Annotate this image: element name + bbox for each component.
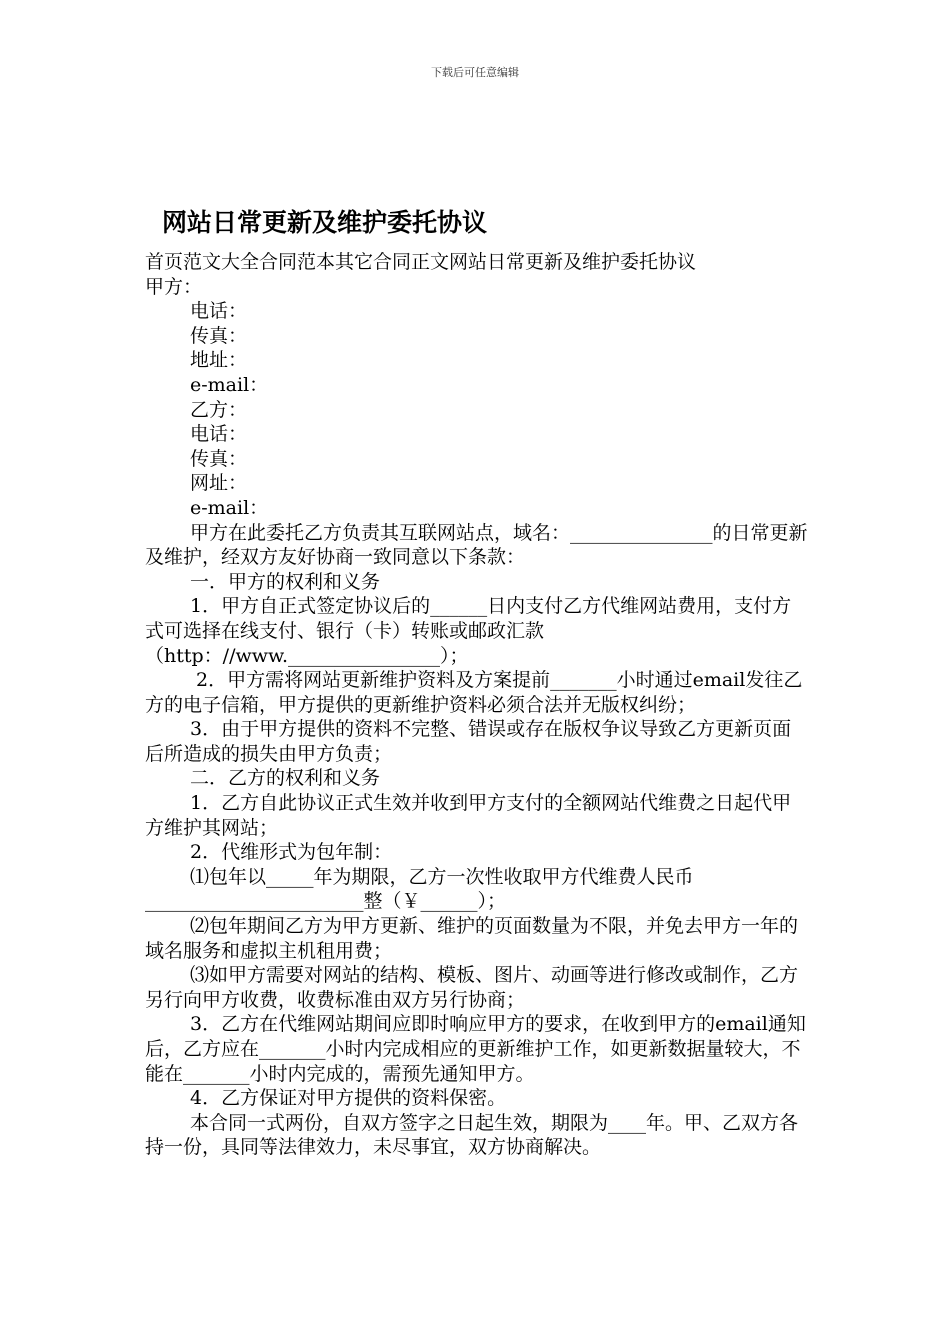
document-paragraph: 甲方：	[145, 275, 203, 298]
document-paragraph: 本合同一式两份，自双方签字之日起生效，期限为____年。甲、乙双方各持一份，具同等法律效力，未尽事宜，双方协商解决。	[145, 1111, 799, 1159]
document-paragraph: 1．乙方自此协议正式生效并收到甲方支付的全额网站代维费之日起代甲方维护其网站；	[145, 792, 792, 839]
document-body	[145, 250, 810, 1160]
document-paragraph: 3．由于甲方提供的资料不完整、错误或存在版权争议导致乙方更新页面后所造成的损失由甲方负责；	[145, 718, 792, 765]
document-paragraph: 首页范文大全合同范本其它合同正文网站日常更新及维护委托协议	[145, 251, 697, 273]
document-paragraph: 甲方在此委托乙方负责其互联网站点，域名：_______________的日常更新及维护，经双方友好协商一致同意以下条款：	[145, 521, 808, 569]
document-paragraph: 乙方：	[190, 398, 248, 421]
document-paragraph: 2．甲方需将网站更新维护资料及方案提前_______小时通过email发往乙方的电子信箱，甲方提供的更新维护资料必须合法并无版权纠纷；	[145, 669, 803, 716]
document-paragraph: e-mail：	[190, 373, 269, 396]
document-paragraph: 传真：	[190, 447, 248, 470]
page-header-note: 下载后可任意编辑	[431, 66, 519, 79]
document-paragraph: 一．甲方的权利和义务	[190, 570, 381, 593]
document-paragraph: 3．乙方在代维网站期间应即时响应甲方的要求，在收到甲方的email通知后，乙方应在_______小时内完成相应的更新维护工作，如更新数据量较大，不能在_______小时内完成的，需预先通知甲方。	[145, 1013, 806, 1085]
document-title: 网站日常更新及维护委托协议	[162, 208, 488, 237]
document-paragraph: 地址：	[190, 349, 248, 372]
document-paragraph: 4．乙方保证对甲方提供的资料保密。	[190, 1087, 507, 1110]
document-paragraph: 1．甲方自正式签定协议后的______日内支付乙方代维网站费用，支付方式可选择在线支付、银行（卡）转账或邮政汇款（http：//www.________________）；	[145, 595, 792, 667]
document-paragraph: ⑵包年期间乙方为甲方更新、维护的页面数量为不限，并免去甲方一年的域名服务和虚拟主机租用费；	[145, 915, 799, 962]
document-paragraph: e-mail：	[190, 496, 269, 519]
document-paragraph: 传真：	[190, 324, 248, 347]
document-paragraph: ⑴包年以_____年为期限，乙方一次性收取甲方代维费人民币_______________________整（￥______）；	[145, 865, 694, 913]
document-paragraph: 电话：	[190, 300, 248, 323]
document-paragraph: 网址：	[190, 472, 248, 495]
document-paragraph: 二．乙方的权利和义务	[190, 767, 381, 790]
document-paragraph: 2．代维形式为包年制：	[190, 841, 393, 864]
document-paragraph: ⑶如甲方需要对网站的结构、模板、图片、动画等进行修改或制作，乙方另行向甲方收费，收费标准由双方另行协商；	[145, 964, 799, 1011]
document-paragraph: 电话：	[190, 423, 248, 446]
